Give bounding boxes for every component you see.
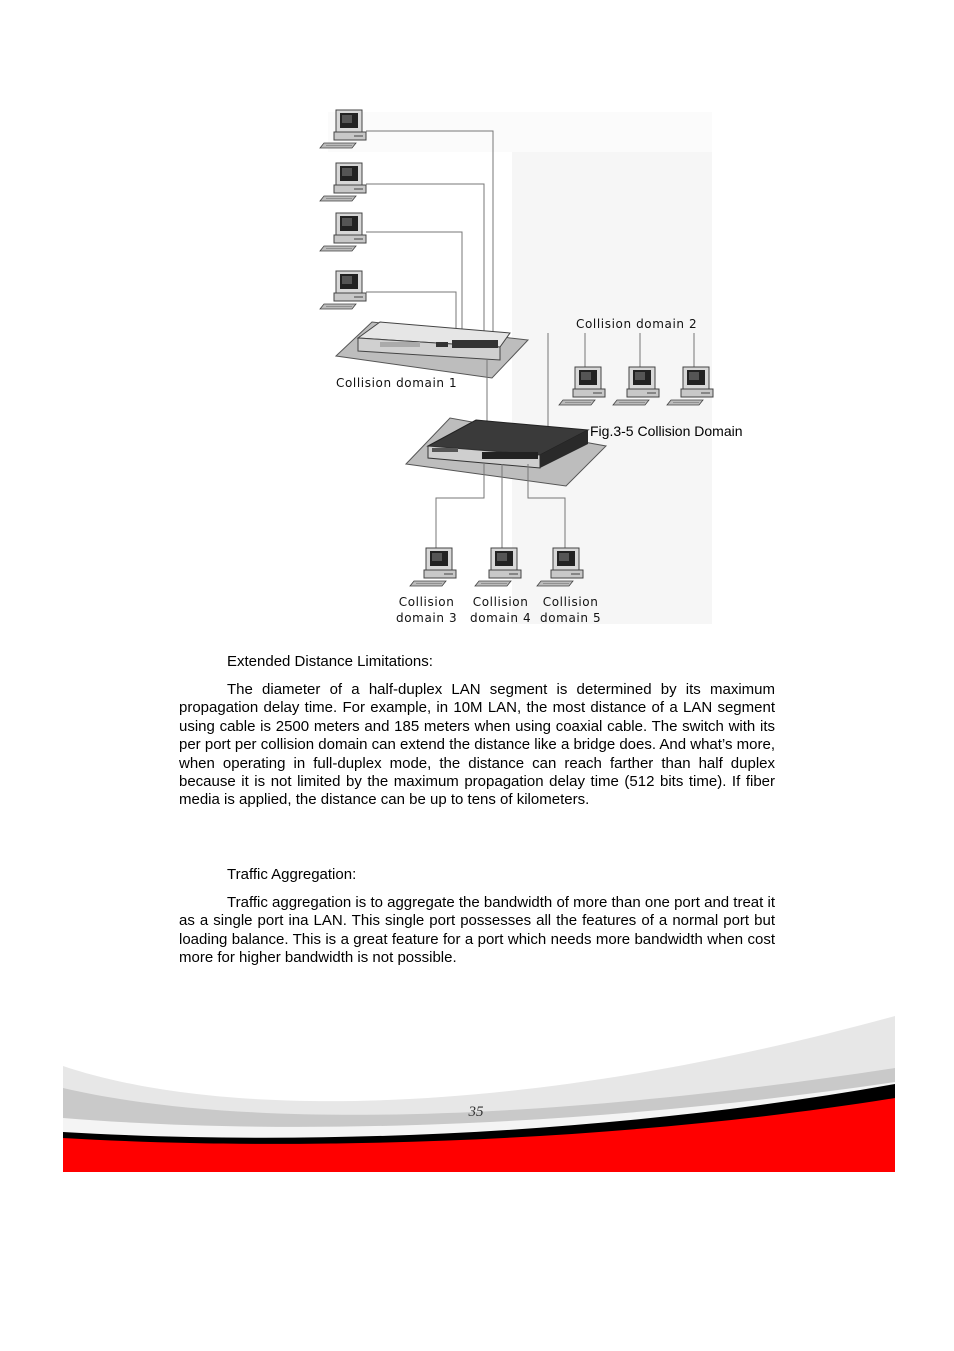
page-number: 35 [468,1104,484,1120]
page-footer-swoosh [63,1010,895,1172]
section-body-distance: The diameter of a half-duplex LAN segment is determined by its maximum propagation delay time. For example, in 10M LAN, the most distance of a LAN segment using cable is 2500 meters and 185 meters when using coaxial cable. The switch with its per port per collision domain can extend the distance like a bridge does. And what’s more, when operating in full-duplex mode, the distance can reach farther than half duplex because it is not limited by the maximum propagation delay time (512 bits time). If fiber media is applied, the distance can be up to tens of kilometers. [179,681,775,809]
collision-domain-4-label [470,594,531,626]
collision-domain-5-label [540,594,601,626]
label-line: domain 4 [470,611,532,625]
collision-domain-2-label: Collision domain 2 [576,317,698,331]
label-line: Collision [542,595,599,609]
collision-domain-1-label: Collision domain 1 [336,376,458,390]
section-heading-aggregation: Traffic Aggregation: [227,866,357,883]
footer-decoration [63,1010,895,1172]
label-line: domain 3 [396,611,458,625]
section-body-aggregation: Traffic aggregation is to aggregate the bandwidth of more than one port and treat it as a single port ina LAN. This single port possesses all the features of a normal port but loading balance. This is a great feature for a port which needs more bandwidth when cost more for higher bandwidth is not possible. [179,894,775,967]
collision-domain-figure [0,0,954,640]
label-line: Collision [398,595,455,609]
label-line: Collision [472,595,529,609]
label-line: domain 5 [540,611,602,625]
collision-domain-3-label [396,594,457,626]
section-heading-distance: Extended Distance Limitations: [227,653,433,670]
network-diagram [0,0,954,640]
figure-caption: Fig.3-5 Collision Domain [590,423,743,439]
